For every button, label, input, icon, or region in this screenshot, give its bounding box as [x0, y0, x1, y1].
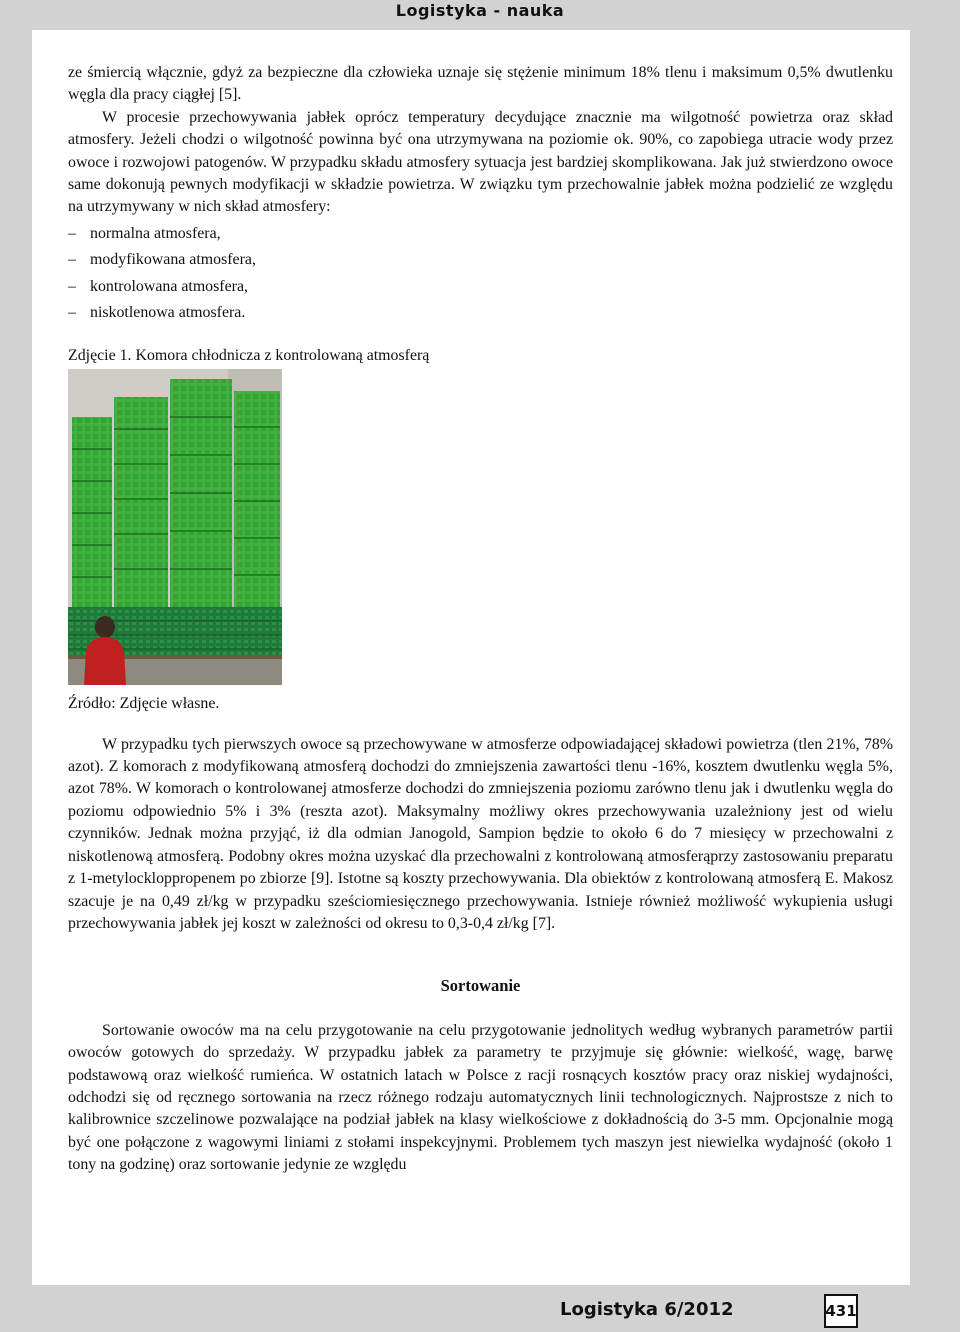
- section-heading: Sortowanie: [440, 976, 521, 996]
- paragraph-3: W przypadku tych pierwszych owoce są przechowywane w atmosferze odpowiadającej składowi powietrza (tlen 21%, 78% azot). Z komorach z modyfikowaną atmosferą dochodzi do zmniejszenia zawartości tlenu -16%, kosztem dwutlenku węgla 5%, azot 78%. W komorach o kontrolowanej atmosferze dochodzi do zmniejszenia poziomu zarówno tlenu jak i dwutlenku węgla do poziomu odpowiednio 5% i 3% (reszta azot). Maksymalny możliwy okres przechowywania uzależniony jest od wielu czynników. Jednak można przyjąć, iż dla odmian Janogold, Sampion będzie to około 6 do 7 miesięcy w przechowalni z niskotlenową atmosferą. Podobny okres można uzyskać dla przechowalni z kontrolowaną atmosferąprzy zastosowaniu preparatu z 1-metylockloppropenem po zbiorze [9]. Istotne są koszty przechowywania. Dla obiektów z kontrolowaną atmosferą E. Makosz szacuje je na 0,49 zł/kg w przypadku sześciomiesięcznego przechowywania. Istnieje również możliwość wykupienia usługi przechowywania jabłek jej koszt w zależności od okresu to 0,3-0,4 zł/kg [7].: [68, 735, 893, 932]
- paragraph-2: W procesie przechowywania jabłek oprócz temperatury decydujące znacznie ma wilgotność powietrza oraz skład atmosfery. Jeżeli chodzi o wilgotność powinna być ona utrzymywana na poziomie ok. 90%, co zapobiega utracie wody przez owoce i rozwojowi patogenów. W przypadku składu atmosfery sytuacja jest bardziej skomplikowana. Jak już stwierdzono owoce same dokonują pewnych modyfikacji w składzie powietrza. W związku tym przechowalnie jabłek można podzielić ze względu na utrzymywany w nich skład atmosfery:: [68, 108, 893, 216]
- paragraph-4: Sortowanie owoców ma na celu przygotowanie na celu przygotowanie jednolitych według wybranych parametrów partii owoców gotowych do sprzedaży. W przypadku jabłek za parametry te przyjmuje się głównie: wielkość, wagę, barwę podstawową oraz wielkość rumieńca. W ostatnich latach w Polsce z racji rosnących kosztów pracy oraz niskiej wydajności, odchodzi się od ręcznego sortowania na rzecz różnego rodzaju automatycznych linii technologicznych. Najprostsze z nich to kalibrownice szczelinowe pozwalające na podział jabłek na klasy wielkościowe z dokładnością do 3-5 mm. Opcjonalnie mogą być one połączone z wagowymi liniami z stołami inspekcyjnymi. Problemem tych maszyn jest niewielka wydajność (około 1 tony na godzinę) oraz sortowanie jedynie ze względu: [68, 1021, 893, 1174]
- page-footer: [0, 1285, 960, 1332]
- page-header: [0, 0, 960, 30]
- cold-storage-photo-illustration: [68, 369, 282, 685]
- list-item: – kontrolowana atmosfera,: [68, 276, 893, 303]
- list-item: – modyfikowana atmosfera,: [68, 249, 893, 276]
- cold-storage-photo: [68, 369, 282, 685]
- document-page: [32, 30, 910, 1285]
- article-body: [68, 62, 893, 1177]
- dash-bullet: –: [68, 304, 76, 322]
- paragraph-1: ze śmiercią włącznie, gdyż za bezpieczne dla człowieka uznaje się stężenie minimum 18% tlenu i maksimum 0,5% dwutlenku węgla dla pracy ciągłej [5].: [68, 64, 893, 104]
- figure-source: Źródło: Zdjęcie własne.: [68, 695, 220, 713]
- journal-issue: Logistyka 6/2012: [560, 1299, 734, 1320]
- dash-bullet: –: [68, 224, 76, 242]
- list-item: – normalna atmosfera,: [68, 223, 893, 250]
- atmosphere-list: [68, 223, 893, 329]
- header-title: Logistyka - nauka: [395, 1, 565, 20]
- list-item: – niskotlenowa atmosfera.: [68, 302, 893, 329]
- figure-caption: Zdjęcie 1. Komora chłodnicza z kontrolowaną atmosferą: [68, 346, 430, 364]
- page-number: 431: [824, 1294, 858, 1328]
- dash-bullet: –: [68, 251, 76, 269]
- dash-bullet: –: [68, 277, 76, 295]
